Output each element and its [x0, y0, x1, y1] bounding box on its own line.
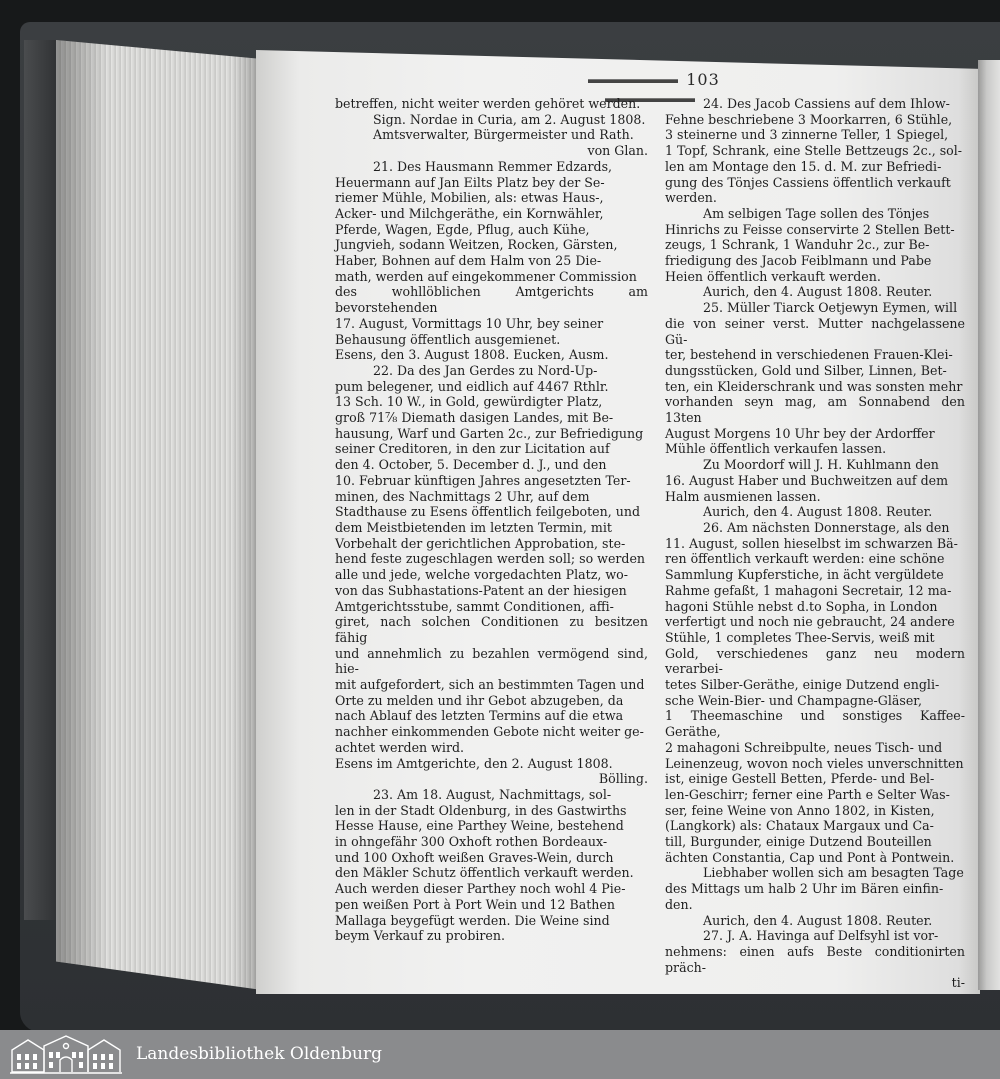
text-line: zeugs, 1 Schrank, 1 Wanduhr 2c., zur Be- [665, 237, 930, 253]
text-line: Haber, Bohnen auf dem Halm von 25 Die- [335, 253, 602, 269]
text-line: Heuermann auf Jan Eilts Platz bey der Se- [335, 174, 605, 190]
text-line: ti- [951, 975, 965, 991]
text-line: nach Ablauf des letzten Termins auf die etwa [335, 708, 624, 724]
text-line: nehmens: einen aufs Beste conditionirten präch- [665, 943, 965, 975]
text-line: ächten Constantia, Cap und Pont à Pontwein. [665, 849, 955, 865]
text-line: hausung, Warf und Garten 2c., zur Befriedigung [335, 425, 644, 441]
page-right-edge [978, 60, 1000, 990]
text-line: riemer Mühle, Mobilien, als: etwas Haus-, [335, 190, 604, 206]
text-line: des Mittags um halb 2 Uhr im Bären einfin- [665, 881, 944, 897]
text-line: Stadthause zu Esens öffentlich feilgeboten, und [335, 504, 641, 520]
text-line: Amtsverwalter, Bürgermeister und Rath. [373, 127, 634, 143]
text-line: 13 Sch. 10 W., in Gold, gewürdigter Platz, [335, 394, 603, 410]
text-line: werden. [665, 190, 717, 206]
text-line: Fehne beschriebene 3 Moorkarren, 6 Stühle, [665, 111, 953, 127]
text-line: Bölling. [598, 771, 648, 787]
text-line: pum belegener, und eidlich auf 4467 Rthlr. [335, 378, 609, 394]
text-line: gung des Tönjes Cassiens öffentlich verkauft [665, 174, 951, 190]
text-line: Mühle öffentlich verkaufen lassen. [665, 441, 887, 457]
text-line: Jungvieh, sodann Weitzen, Rocken, Gärsten, [335, 237, 618, 253]
text-line: len am Montage den 15. d. M. zur Befriedi- [665, 158, 942, 174]
text-line: 22. Da des Jan Gerdes zu Nord-Up- [373, 362, 598, 378]
page-number: 103 [686, 70, 720, 89]
text-line: vorhanden seyn mag, am Sonnabend den 13ten [665, 394, 965, 426]
text-line: und annehmlich zu bezahlen vermögend sind, hie- [335, 645, 648, 677]
text-line: 1 Topf, Schrank, eine Stelle Bettzeugs 2c., sol- [665, 143, 963, 159]
text-line: 27. J. A. Havinga auf Delfsyhl ist vor- [703, 928, 939, 944]
text-line: len-Geschirr; ferner eine Parth e Selter Was- [665, 786, 950, 802]
text-line: und 100 Oxhoft weißen Graves-Wein, durch [335, 849, 614, 865]
text-line: die von seiner verst. Mutter nachgelassene Gü- [665, 315, 965, 347]
text-line: ren öffentlich verkauft werden: eine schöne [665, 551, 945, 567]
text-line: des wohllöblichen Amtgerichts am bevorstehenden [335, 284, 648, 316]
text-line: Stühle, 1 completes Thee-Servis, weiß mit [665, 629, 935, 645]
text-line: 16. August Haber und Buchweitzen auf dem [665, 472, 949, 488]
text-line: den 4. October, 5. December d. J., und den [335, 457, 607, 473]
text-line: Zu Moordorf will J. H. Kuhlmann den [703, 457, 939, 473]
text-line: 1 Theemaschine und sonstiges Kaffee-Geräthe, [665, 708, 965, 740]
text-line: Am selbigen Tage sollen des Tönjes [703, 205, 930, 221]
text-line: Behausung öffentlich ausgemienet. [335, 331, 561, 347]
text-line: Amtgerichtsstube, sammt Conditionen, affi- [335, 598, 614, 614]
text-line: Mallaga beygefügt werden. Die Weine sind [335, 912, 610, 928]
text-line: 21. Des Hausmann Remmer Edzards, [373, 158, 613, 174]
text-line: Rahme gefaßt, 1 mahagoni Secretair, 12 ma- [665, 582, 952, 598]
text-line: den. [665, 896, 693, 912]
text-line: Auch werden dieser Parthey noch wohl 4 Pie- [335, 881, 626, 897]
text-line: von das Subhastations-Patent an der hiesigen [335, 582, 627, 598]
text-line: Gold, verschiedenes ganz neu modern verarbei- [665, 645, 965, 677]
text-line: dem Meistbietenden im letzten Termin, mit [335, 519, 612, 535]
text-line: friedigung des Jacob Feiblmann und Pabe [665, 253, 932, 269]
text-line: 24. Des Jacob Cassiens auf dem Ihlow- [703, 96, 950, 111]
text-line: 3 steinerne und 3 zinnerne Teller, 1 Spiegel, [665, 127, 949, 143]
text-line: 11. August, sollen hieselbst im schwarzen Bä- [665, 535, 958, 551]
text-line: Heien öffentlich verkauft werden. [665, 268, 881, 284]
text-line: 26. Am nächsten Donnerstage, als den [703, 519, 950, 535]
text-line: pen weißen Port à Port Wein und 12 Bathen [335, 896, 615, 912]
text-column-left [335, 96, 648, 944]
header-rule-left [588, 79, 678, 83]
text-line: (Langkork) als: Chataux Margaux und Ca- [665, 818, 934, 834]
text-line: alle und jede, welche vorgedachten Platz, wo- [335, 567, 628, 583]
text-line: Sign. Nordae in Curia, am 2. August 1808. [373, 111, 646, 127]
text-line: Vorbehalt der gerichtlichen Approbation, ste- [335, 535, 626, 551]
text-line: Liebhaber wollen sich am besagten Tage [703, 865, 964, 881]
text-line: math, werden auf eingekommener Commission [335, 268, 637, 284]
text-line: hagoni Stühle nebst d.to Sopha, in London [665, 598, 938, 614]
text-line: minen, des Nachmittags 2 Uhr, auf dem [335, 488, 590, 504]
text-line: hend feste zugeschlagen werden soll; so werden [335, 551, 646, 567]
text-line: August Morgens 10 Uhr bey der Ardorffer [665, 425, 935, 441]
text-line: 23. Am 18. August, Nachmittags, sol- [373, 786, 612, 802]
text-line: Hesse Hause, eine Parthey Weine, bestehend [335, 818, 624, 834]
text-line: ter, bestehend in verschiedenen Frauen-Klei- [665, 347, 953, 363]
text-line: Halm ausmienen lassen. [665, 488, 821, 504]
text-line: len in der Stadt Oldenburg, in des Gastwirths [335, 802, 627, 818]
text-line: Leinenzeug, wovon noch vieles unverschnitten [665, 755, 964, 771]
library-footer-bar [0, 1030, 1000, 1079]
text-line: till, Burgunder, einige Dutzend Bouteillen [665, 834, 932, 850]
text-line: in ohngefähr 300 Oxhoft rothen Bordeaux- [335, 834, 608, 850]
text-line: beym Verkauf zu probiren. [335, 928, 505, 944]
text-line: den Mäkler Schutz öffentlich verkauft werden. [335, 865, 634, 881]
text-line: seiner Creditoren, in den zur Licitation auf [335, 441, 610, 457]
text-line: Pferde, Wagen, Egde, Pflug, auch Kühe, [335, 221, 590, 237]
text-line: sche Wein-Bier- und Champagne-Gläser, [665, 692, 922, 708]
text-line: Esens, den 3. August 1808. Eucken, Ausm. [335, 347, 609, 363]
text-line: 2 mahagoni Schreibpulte, neues Tisch- und [665, 739, 943, 755]
text-line: 25. Müller Tiarck Oetjewyn Eymen, will [703, 300, 958, 316]
text-column-right [665, 96, 965, 991]
text-line: Esens im Amtgerichte, den 2. August 1808. [335, 755, 613, 771]
text-line: ist, einige Gestell Betten, Pferde- und Bel- [665, 771, 935, 787]
library-building-logo-icon [8, 1032, 124, 1076]
text-line: tetes Silber-Geräthe, einige Dutzend engli- [665, 677, 940, 693]
book-spine-edge [24, 40, 60, 920]
text-line: betreffen, nicht weiter werden gehöret werden. [335, 96, 641, 111]
text-line: Orte zu melden und ihr Gebot abzugeben, da [335, 692, 624, 708]
text-line: Aurich, den 4. August 1808. Reuter. [703, 504, 933, 520]
text-line: ser, feine Weine von Anno 1802, in Kisten, [665, 802, 935, 818]
library-name: Landesbibliothek Oldenburg [136, 1044, 383, 1064]
text-line: 10. Februar künftigen Jahres angesetzten Ter- [335, 472, 631, 488]
text-line: groß 71⅞ Diemath dasigen Landes, mit Be- [335, 410, 614, 426]
text-line: Hinrichs zu Feisse conservirte 2 Stellen Bett- [665, 221, 955, 237]
text-line: dungsstücken, Gold und Silber, Linnen, Bet- [665, 362, 947, 378]
text-line: Sammlung Kupferstiche, in ächt vergüldete [665, 567, 944, 583]
text-line: achtet werden wird. [335, 739, 465, 755]
text-line: 17. August, Vormittags 10 Uhr, bey seiner [335, 315, 604, 331]
text-line: verfertigt und noch nie gebraucht, 24 andere [665, 614, 955, 630]
page-stack-shadow [56, 40, 262, 990]
text-line: Aurich, den 4. August 1808. Reuter. [703, 284, 933, 300]
text-line: Acker- und Milchgeräthe, ein Kornwähler, [335, 205, 604, 221]
text-line: ten, ein Kleiderschrank und was sonsten mehr [665, 378, 963, 394]
text-line: nachher einkommenden Gebote nicht weiter ge- [335, 724, 644, 740]
text-line: giret, nach solchen Conditionen zu besitzen fähig [335, 614, 648, 645]
text-line: mit aufgefordert, sich an bestimmten Tagen und [335, 677, 645, 693]
text-line: Aurich, den 4. August 1808. Reuter. [703, 912, 933, 928]
text-line: von Glan. [587, 143, 648, 159]
